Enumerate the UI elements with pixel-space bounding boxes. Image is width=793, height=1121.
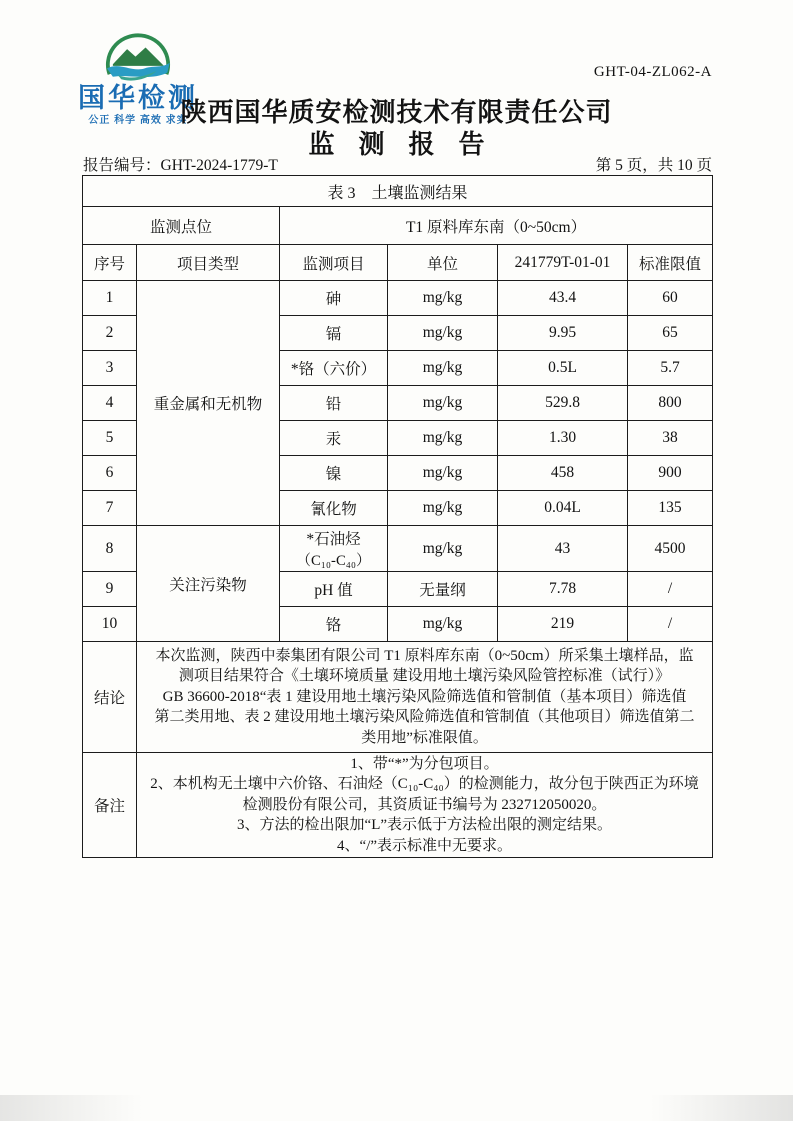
page-indicator: 第 5 页，共 10 页 [595, 157, 712, 174]
remark-line: 4、“/”表示标准中无要求。 [337, 837, 513, 854]
remark-line: 检测股份有限公司，其资质证书编号为 232712050020。 [242, 796, 607, 813]
monitoring-point-value: T1 原料库东南（0~50cm） [280, 207, 713, 245]
conclusion-line: 第二类用地、表 2 建设用地土壤污染风险筛选值和管制值（其他项目）筛选值第二 [154, 709, 695, 726]
cell-item: pH 值 [280, 572, 388, 607]
report-meta-row [83, 153, 712, 175]
cell-item: 镉 [280, 316, 388, 351]
cell-limit: / [628, 607, 713, 642]
conclusion-row [83, 642, 713, 753]
report-title: 监测报告 [308, 129, 509, 159]
col-header-sample: 241779T-01-01 [498, 245, 628, 281]
report-number-value: GHT-2024-1779-T [160, 157, 278, 174]
cell-no: 7 [83, 491, 137, 526]
cell-limit: 65 [628, 316, 713, 351]
conclusion-line: GB 36600-2018“表 1 建设用地土壤污染风险筛选值和管制值（基本项目）筛选值 [162, 688, 687, 705]
cell-item [280, 526, 388, 572]
cell-value: 9.95 [498, 316, 628, 351]
cell-item: 铬 [280, 607, 388, 642]
mountain-water-logo-icon [96, 24, 180, 86]
cell-unit: mg/kg [388, 526, 498, 572]
group-heavy-metals: 重金属和无机物 [137, 281, 280, 526]
cell-unit: mg/kg [388, 281, 498, 316]
table-row [83, 526, 713, 572]
monitoring-point-row [83, 207, 713, 245]
remark-row [83, 753, 713, 858]
cell-value: 219 [498, 607, 628, 642]
cell-no: 8 [83, 526, 137, 572]
remark-line: 2、本机构无土壤中六价铬、石油烃（C₁₀-C₄₀）的检测能力，故分包于陕西正为环境 [150, 776, 699, 793]
cell-value: 529.8 [498, 386, 628, 421]
cell-limit: 135 [628, 491, 713, 526]
cell-limit: 60 [628, 281, 713, 316]
remark-line: 3、方法的检出限加“L”表示低于方法检出限的测定结果。 [237, 817, 613, 834]
soil-results-table [82, 175, 713, 858]
cell-value: 43 [498, 526, 628, 572]
cell-unit: mg/kg [388, 421, 498, 456]
conclusion-line: 测项目结果符合《土壤环境质量 建设用地土壤污染风险管控标准（试行）》 [178, 668, 671, 685]
scan-shading [0, 1095, 793, 1121]
cell-value: 0.5L [498, 351, 628, 386]
cell-limit: 800 [628, 386, 713, 421]
logo-company-name: 国华检测 [78, 83, 198, 113]
cell-unit: mg/kg [388, 607, 498, 642]
conclusion-line: 本次监测，陕西中泰集团有限公司 T1 原料库东南（0~50cm）所采集土壤样品，监 [155, 647, 694, 664]
cell-no: 6 [83, 456, 137, 491]
remark-line: 1、带“*”为分包项目。 [350, 756, 499, 772]
cell-no: 10 [83, 607, 137, 642]
cell-item-line1: *石油烃 [306, 531, 361, 548]
report-number-label: 报告编号： [83, 157, 161, 174]
report-number [83, 153, 278, 175]
cell-no: 9 [83, 572, 137, 607]
company-title: 陕西国华质安检测技术有限责任公司 [180, 97, 613, 127]
group-concern-pollutants: 关注污染物 [137, 526, 280, 642]
cell-no: 1 [83, 281, 137, 316]
cell-item: 汞 [280, 421, 388, 456]
cell-unit: 无量纲 [388, 572, 498, 607]
col-header-type: 项目类型 [137, 245, 280, 281]
cell-item: 砷 [280, 281, 388, 316]
cell-item: 氰化物 [280, 491, 388, 526]
table-row [83, 281, 713, 316]
col-header-item: 监测项目 [280, 245, 388, 281]
col-header-no: 序号 [83, 245, 137, 281]
cell-value: 1.30 [498, 421, 628, 456]
remark-label: 备注 [83, 753, 137, 858]
col-header-unit: 单位 [388, 245, 498, 281]
conclusion-label: 结论 [83, 642, 137, 753]
cell-limit: 5.7 [628, 351, 713, 386]
cell-no: 5 [83, 421, 137, 456]
document-code: GHT-04-ZL062-A [593, 64, 712, 80]
cell-no: 4 [83, 386, 137, 421]
cell-unit: mg/kg [388, 316, 498, 351]
col-header-limit: 标准限值 [628, 245, 713, 281]
cell-item: *铬（六价） [280, 351, 388, 386]
remark-text [137, 753, 713, 858]
cell-item-line2: （C₁₀-C₄₀） [296, 553, 371, 569]
monitoring-point-label: 监测点位 [83, 207, 280, 245]
conclusion-text [137, 642, 713, 753]
cell-limit: / [628, 572, 713, 607]
cell-no: 2 [83, 316, 137, 351]
cell-unit: mg/kg [388, 386, 498, 421]
cell-value: 458 [498, 456, 628, 491]
cell-value: 0.04L [498, 491, 628, 526]
cell-item: 铅 [280, 386, 388, 421]
cell-limit: 900 [628, 456, 713, 491]
table-title-row [83, 176, 713, 207]
column-header-row [83, 245, 713, 281]
conclusion-line: 类用地”标准限值。 [361, 729, 488, 746]
logo-slogan: 公正 科学 高效 求实 [88, 115, 188, 126]
cell-unit: mg/kg [388, 456, 498, 491]
table-title: 表 3 土壤监测结果 [83, 176, 713, 207]
cell-value: 7.78 [498, 572, 628, 607]
cell-unit: mg/kg [388, 491, 498, 526]
cell-value: 43.4 [498, 281, 628, 316]
cell-item: 镍 [280, 456, 388, 491]
cell-unit: mg/kg [388, 351, 498, 386]
cell-no: 3 [83, 351, 137, 386]
cell-limit: 38 [628, 421, 713, 456]
cell-limit: 4500 [628, 526, 713, 572]
